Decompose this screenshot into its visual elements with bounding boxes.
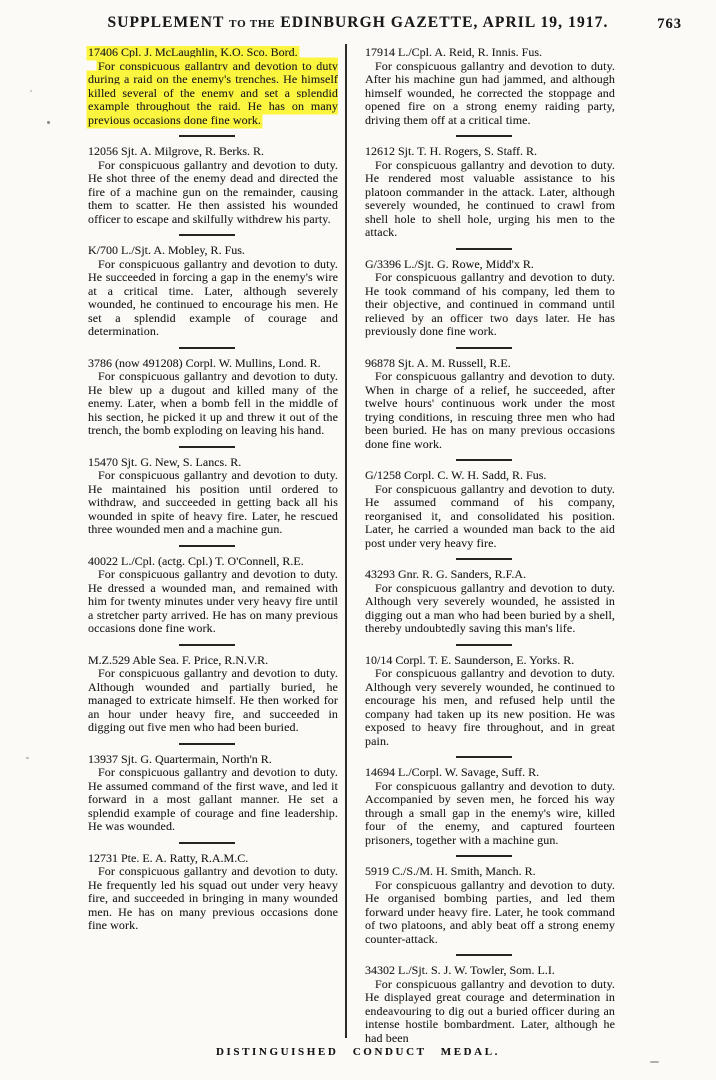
entry-citation-text: For conspicuous gallantry and devotion to duty. He succeeded in forcing a gap in the enemy's wire at a critical time. Later, although severely wounded, he continued to encourage his men. He set a splendid example of courage and determination. [88, 256, 338, 338]
entry-recipient-text: 12056 Sjt. A. Milgrove, R. Berks. R. [88, 144, 265, 158]
entry-recipient-text: 17406 Cpl. J. McLaughlin, K.O. Sco. Bord. [88, 46, 298, 59]
entry-citation [365, 582, 615, 636]
entry-recipient-text: 10/14 Corpl. T. E. Saunderson, E. Yorks. R. [365, 652, 575, 667]
entry-separator-rule [456, 855, 512, 857]
entry-citation-text: For conspicuous gallantry and devotion to duty. He displayed great courage and determination in endeavouring to dig out a buried officer during an intense hostile bombardment. Later, although he had been [365, 976, 615, 1045]
entry-recipient [75, 852, 338, 866]
entry-citation [365, 60, 615, 128]
scan-speck [26, 757, 29, 759]
entry-recipient-text: 14694 L./Corpl. W. Savage, Suff. R. [365, 765, 540, 779]
entry-citation-text: For conspicuous gallantry and devotion to duty. He frequently led his squad out under very heavy fire, and succeeded in bringing in many wounded men. He has on many previous occasions done fine work. [88, 864, 338, 932]
entry-citation [365, 978, 615, 1046]
entry-citation [365, 879, 615, 947]
entry-recipient [352, 568, 615, 582]
entry-recipient [352, 46, 615, 60]
entry-citation-text: For conspicuous gallantry and devotion to duty. Although very severely wounded, he continued to encourage his men, and refused help until the company had taken up its new position. He was exposed to heavy fire throughout, and in great pain. [365, 666, 615, 748]
gazette-entry [352, 756, 615, 847]
title-part-2: TO THE [229, 18, 276, 30]
entry-recipient [352, 865, 615, 879]
gazette-entry [75, 135, 338, 226]
entry-recipient [75, 456, 338, 470]
entry-citation-text: For conspicuous gallantry and devotion to duty. Accompanied by seven men, he forced his way through a small gap in the enemy's wire, killed four of the enemy, and captured fourteen prisoners, together with a machine gun. [365, 778, 615, 847]
entry-separator-rule [456, 558, 512, 560]
entry-recipient [352, 357, 615, 371]
entry-citation-text: For conspicuous gallantry and devotion to duty. Although very severely wounded, he assisted in digging out a man who had been buried by a shell, thereby undoubtedly saving this man's life. [365, 580, 615, 635]
entry-citation-text: For conspicuous gallantry and devotion to duty during a raid on the enemy's trenches. He himself killed several of the enemy and set a splendid example throughout the raid. He has on many previous occasions done fine work. [88, 58, 338, 127]
gazette-entry [352, 558, 615, 636]
page-number: 763 [657, 16, 682, 32]
column-right [352, 46, 615, 1046]
gazette-entry [352, 347, 615, 452]
entry-separator-rule [456, 135, 512, 137]
gazette-entry [75, 46, 338, 127]
entry-citation-text: For conspicuous gallantry and devotion to duty. When in charge of a relief, he succeeded, after twelve hours' continuous work under the most trying conditions, in rescuing three men who had been buried. He has on many previous occasions done fine work. [365, 369, 615, 451]
entry-recipient-text: 34302 L./Sjt. S. J. W. Towler, Som. L.I. [365, 963, 555, 977]
entry-recipient [352, 766, 615, 780]
gazette-entry [75, 644, 338, 735]
entry-recipient [352, 964, 615, 978]
entry-separator-rule [179, 234, 235, 236]
gazette-entry [352, 855, 615, 946]
entry-citation [88, 159, 338, 227]
entry-citation-text: For conspicuous gallantry and devotion to duty. He took command of his company, led them to their objective, and continued in command until relieved by an officer two days later. He has previously done fine work. [365, 270, 615, 338]
entry-separator-rule [179, 347, 235, 349]
entry-citation-text: For conspicuous gallantry and devotion to duty. He blew up a dugout and killed many of the enemy. Later, when a bomb fell in the middle of his section, he picked it up and threw it out of the trench, the bomb exploding on leaving his hand. [88, 369, 338, 437]
entry-separator-rule [179, 842, 235, 844]
column-left [75, 46, 338, 1046]
entry-separator-rule [179, 135, 235, 137]
entry-recipient-text: G/1258 Corpl. C. W. H. Sadd, R. Fus. [365, 468, 547, 482]
column-divider-rule [345, 44, 347, 1038]
entry-citation [88, 258, 338, 339]
gazette-entry [352, 135, 615, 240]
entry-citation [88, 766, 338, 834]
gazette-entry [75, 446, 338, 537]
entry-recipient [75, 753, 338, 767]
gazette-entry [75, 842, 338, 933]
gazette-entry [75, 743, 338, 834]
title-part-3: EDINBURGH GAZETTE, APRIL 19, 1917. [280, 14, 609, 31]
entry-recipient [75, 654, 338, 668]
scan-speck [650, 1061, 659, 1063]
entry-recipient-text: 12612 Sjt. T. H. Rogers, S. Staff. R. [365, 144, 538, 158]
entry-citation-text: For conspicuous gallantry and devotion to duty. He dressed a wounded man, and remained with him for twenty minutes under very heavy fire until a stretcher party arrived. He has on many previous occasions done fine work. [88, 567, 338, 635]
entry-recipient-text: 5919 C./S./M. H. Smith, Manch. R. [365, 864, 536, 878]
entry-citation [88, 469, 338, 537]
entry-recipient [75, 145, 338, 159]
entry-recipient [352, 469, 615, 483]
entry-citation [365, 483, 615, 551]
entry-recipient [352, 258, 615, 272]
gazette-entry [75, 347, 338, 438]
entry-recipient [75, 555, 338, 569]
section-caption: DISTINGUISHED CONDUCT MEDAL. [215, 1046, 501, 1058]
entry-separator-rule [456, 347, 512, 349]
entry-recipient-text: 43293 Gnr. R. G. Sanders, R.F.A. [365, 567, 527, 581]
entry-recipient-text: G/3396 L./Sjt. G. Rowe, Midd'x R. [365, 256, 534, 271]
entry-citation-text: For conspicuous gallantry and devotion to duty. He assumed command of his company, reorganised it, and consolidated his position. Later, he carried a wounded man back to the aid post under very heavy fire. [365, 481, 615, 550]
entry-recipient [75, 244, 338, 258]
entry-separator-rule [179, 446, 235, 448]
gazette-entry [352, 644, 615, 749]
entry-recipient-text: 96878 Sjt. A. M. Russell, R.E. [365, 355, 511, 370]
entry-recipient-text: M.Z.529 Able Sea. F. Price, R.N.V.R. [88, 652, 269, 667]
entry-citation-text: For conspicuous gallantry and devotion to duty. He shot three of the enemy dead and directed the fire of a machine gun on the remainder, causing them to scatter. He then assisted his wounded officer to escape and skilfully withdrew his party. [88, 157, 338, 226]
entry-recipient [352, 654, 615, 668]
entry-citation [365, 780, 615, 848]
gazette-entry [352, 46, 615, 127]
entry-citation-text: For conspicuous gallantry and devotion to duty. He maintained his position until ordered to withdraw, and succeeded in getting back all his wounded in spite of heavy fire. Later, he rescued three wounded men and a machine gun. [88, 468, 338, 536]
entry-recipient-text: 3786 (now 491208) Corpl. W. Mullins, Lond. R. [88, 355, 321, 370]
entry-recipient-text: 40022 L./Cpl. (actg. Cpl.) T. O'Connell, R.E. [88, 553, 304, 568]
entry-citation-text: For conspicuous gallantry and devotion to duty. He organised bombing parties, and led them forward under heavy fire. Later, he took command of two platoons, and ably beat off a strong enemy counter-attack. [365, 877, 615, 946]
entry-separator-rule [456, 954, 512, 956]
entry-citation-text: For conspicuous gallantry and devotion to duty. He rendered most valuable assistance to his platoon commander in the attack. Later, although severely wounded, he continued to crawl from shell hole to shell hole, urging his men to the attack. [365, 157, 615, 239]
entry-citation [365, 271, 615, 339]
gazette-entry [352, 248, 615, 339]
scan-speck [30, 90, 32, 92]
entry-citation-text: For conspicuous gallantry and devotion to duty. Although wounded and partially buried, he managed to extricate himself. He then worked for an hour under heavy fire, and succeeded in digging out five men who had been buried. [88, 666, 338, 734]
entry-recipient [75, 357, 338, 371]
entry-citation [88, 667, 338, 735]
entry-separator-rule [179, 743, 235, 745]
title-part-1: SUPPLEMENT [107, 14, 225, 31]
entry-recipient-text: K/700 L./Sjt. A. Mobley, R. Fus. [88, 243, 245, 257]
gazette-entry [75, 545, 338, 636]
entry-separator-rule [179, 644, 235, 646]
entry-separator-rule [456, 459, 512, 461]
entry-recipient [352, 145, 615, 159]
entry-separator-rule [456, 644, 512, 646]
entry-citation [365, 159, 615, 240]
entry-citation [88, 370, 338, 438]
entry-citation [88, 60, 338, 128]
entry-recipient [75, 46, 338, 60]
gazette-entry [352, 459, 615, 550]
entry-separator-rule [179, 545, 235, 547]
entry-separator-rule [456, 756, 512, 758]
entry-citation [88, 865, 338, 933]
page-title [0, 14, 716, 32]
entry-recipient-text: 17914 L./Cpl. A. Reid, R. Innis. Fus. [365, 46, 543, 59]
entry-recipient-text: 15470 Sjt. G. New, S. Lancs. R. [88, 454, 242, 469]
entry-recipient-text: 12731 Pte. E. A. Ratty, R.A.M.C. [88, 850, 249, 865]
gazette-entry [75, 234, 338, 339]
entry-citation-text: For conspicuous gallantry and devotion to duty. After his machine gun had jammed, and although himself wounded, he corrected the stoppage and opened fire on a strong enemy raiding party, driving them off at a critical time. [365, 58, 615, 127]
scan-speck [47, 121, 50, 124]
entry-citation [88, 568, 338, 636]
entry-citation-text: For conspicuous gallantry and devotion to duty. He assumed command of the first wave, and led it forward in a most gallant manner. He set a splendid example of courage and fine leadership. He was wounded. [88, 765, 338, 833]
entry-separator-rule [456, 248, 512, 250]
gazette-entry [352, 954, 615, 1045]
entry-recipient-text: 13937 Sjt. G. Quartermain, North'n R. [88, 751, 272, 766]
entry-citation [365, 370, 615, 451]
entry-citation [365, 667, 615, 748]
